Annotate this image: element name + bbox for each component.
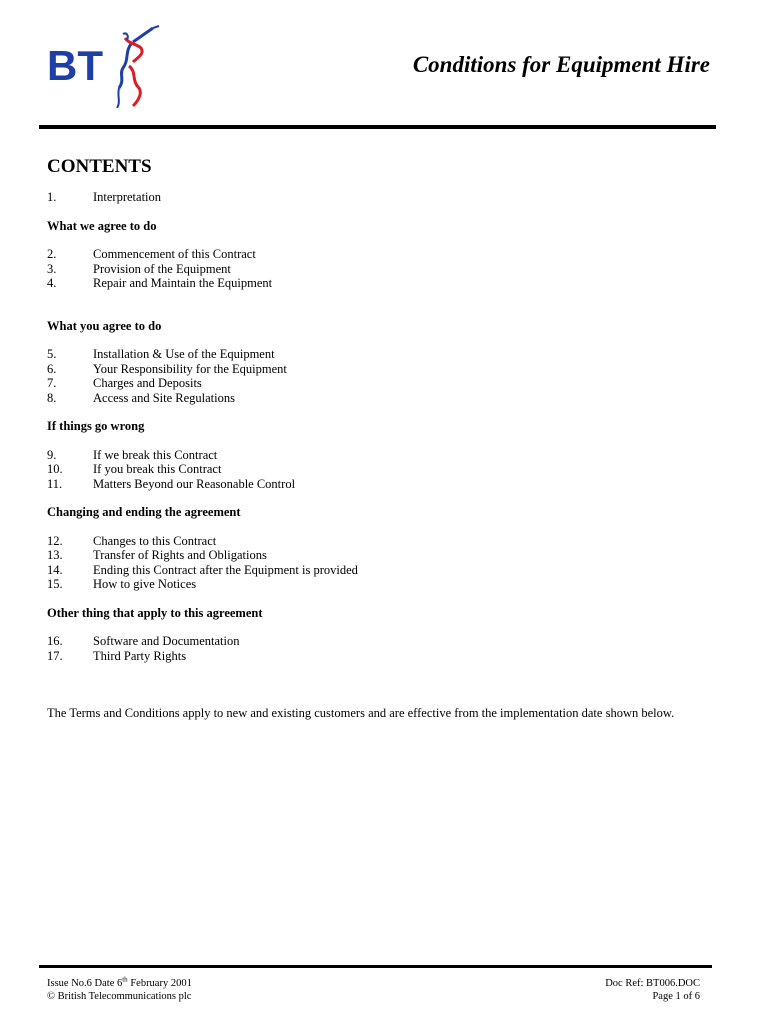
piper-figure-icon (117, 26, 159, 108)
toc-entry (47, 634, 727, 649)
toc-entry-number: 5. (47, 347, 57, 361)
toc-section-title: What you agree to do (47, 318, 162, 333)
footer-left (47, 977, 192, 1003)
toc-entry-label: Repair and Maintain the Equipment (93, 276, 273, 290)
toc-entry (47, 649, 727, 664)
toc-entry-label: Installation & Use of the Equipment (93, 347, 275, 361)
toc-entry-label: Third Party Rights (93, 648, 187, 663)
toc-entry (47, 190, 727, 205)
toc-entry-label: If you break this Contract (93, 462, 222, 476)
bt-logo (45, 22, 165, 108)
toc-entry (47, 563, 727, 578)
toc-section-title: What we agree to do (47, 218, 157, 233)
toc-entry-number: 1. (47, 190, 57, 204)
toc-entry (47, 448, 727, 463)
toc-entry (47, 462, 727, 477)
issue-suffix: February 2001 (127, 978, 192, 989)
toc-entry-number: 10. (47, 462, 63, 476)
issue-line (47, 977, 192, 990)
toc-entry-number: 11. (47, 476, 63, 491)
effective-date-note: The Terms and Conditions apply to new and existing customers and are effective from the implementation date shown below. (47, 706, 675, 720)
toc-entry-number: 16. (47, 634, 63, 648)
page-number: Page 1 of 6 (652, 991, 700, 1002)
toc-entry-number: 7. (47, 376, 57, 390)
toc-entry (47, 247, 727, 262)
copyright: © British Telecommunications plc (47, 991, 192, 1002)
toc-entry-label: Charges and Deposits (93, 376, 202, 390)
toc-entry-label: Commencement of this Contract (93, 247, 256, 261)
toc-entry-number: 2. (47, 247, 57, 261)
contents-heading: CONTENTS (47, 156, 152, 177)
toc-entry (47, 362, 727, 377)
issue-prefix: Issue No.6 Date 6 (47, 978, 123, 989)
toc-entry (47, 534, 727, 549)
doc-ref: Doc Ref: BT006.DOC (605, 978, 700, 989)
bt-logo-text: BT (47, 42, 103, 89)
toc-entry (47, 262, 727, 277)
toc-entry-label: Software and Documentation (93, 634, 240, 648)
document-title: Conditions for Equipment Hire (412, 52, 710, 77)
table-of-contents (47, 190, 727, 663)
toc-entry-label: If we break this Contract (93, 447, 218, 462)
toc-entry (47, 347, 727, 362)
toc-entry-number: 4. (47, 276, 57, 290)
toc-section-title: Other thing that apply to this agreement (47, 605, 263, 620)
toc-entry-number: 12. (47, 533, 63, 548)
toc-entry-number: 3. (47, 261, 57, 276)
toc-section-title: If things go wrong (47, 419, 145, 433)
toc-entry-label: Changes to this Contract (93, 533, 217, 548)
toc-entry-label: Access and Site Regulations (93, 390, 235, 405)
issue-sup: th (122, 975, 128, 984)
toc-entry (47, 376, 727, 391)
toc-entry (47, 548, 727, 563)
toc-entry-label: Your Responsibility for the Equipment (93, 361, 287, 376)
toc-entry (47, 391, 727, 406)
toc-entry-label: Transfer of Rights and Obligations (93, 548, 267, 562)
toc-entry-label: Interpretation (93, 190, 162, 204)
toc-entry-label: Ending this Contract after the Equipment is provided (93, 562, 358, 577)
toc-entry-label: Matters Beyond our Reasonable Control (93, 476, 296, 491)
toc-entry-number: 9. (47, 447, 57, 462)
toc-entry-label: Provision of the Equipment (93, 261, 231, 276)
toc-entry-number: 17. (47, 648, 63, 663)
toc-entry-number: 8. (47, 390, 57, 405)
toc-entry (47, 276, 727, 291)
toc-entry-label: How to give Notices (93, 577, 197, 591)
toc-entry-number: 15. (47, 577, 63, 591)
toc-entry-number: 14. (47, 562, 63, 577)
footer-divider (39, 965, 712, 968)
toc-entry-number: 13. (47, 548, 63, 562)
footer-right (605, 977, 700, 1003)
toc-entry-number: 6. (47, 361, 57, 376)
toc-section-title: Changing and ending the agreement (47, 505, 241, 519)
toc-entry (47, 577, 727, 592)
toc-entry (47, 477, 727, 492)
header-divider (39, 125, 716, 129)
